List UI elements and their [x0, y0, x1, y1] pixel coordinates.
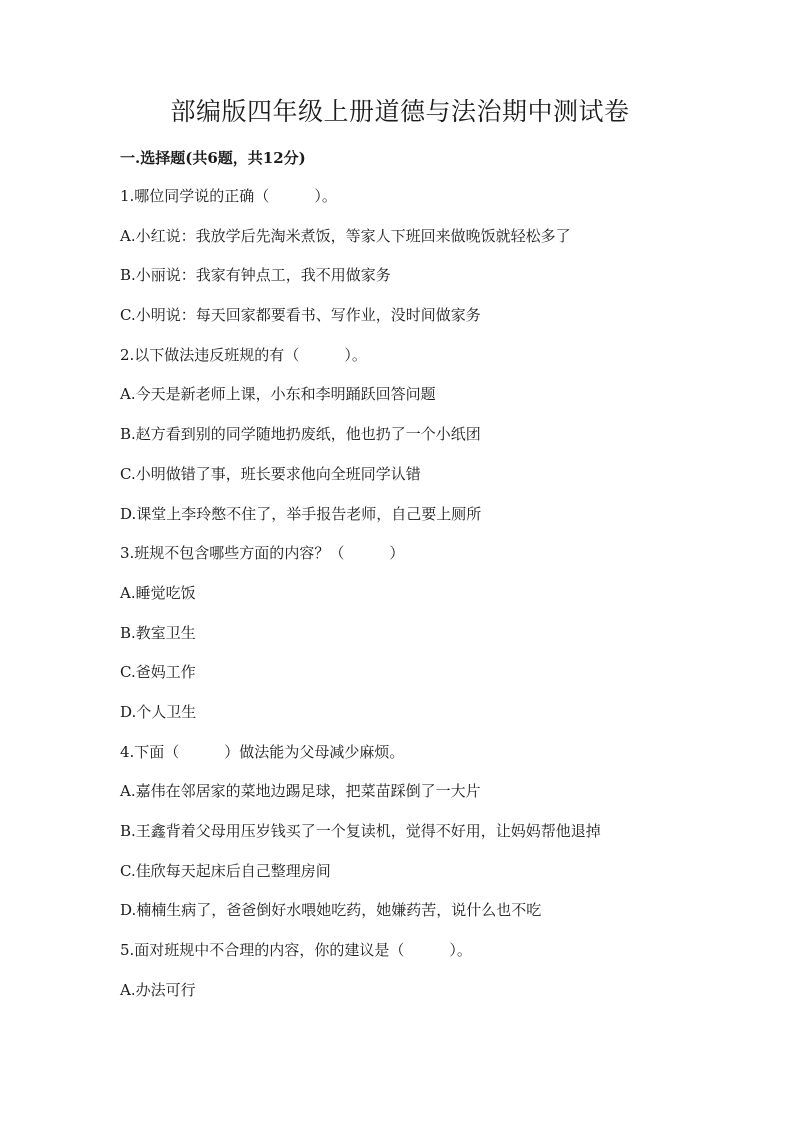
answer-option: A.嘉伟在邻居家的菜地边踢足球，把菜苗踩倒了一大片 — [120, 782, 481, 801]
question-stem: 3.班规不包含哪些方面的内容？（ ） — [120, 544, 405, 563]
answer-option: A.小红说：我放学后先淘米煮饭，等家人下班回来做晚饭就轻松多了 — [120, 226, 571, 245]
answer-option: D.楠楠生病了，爸爸倒好水喂她吃药，她嫌药苦，说什么也不吃 — [120, 901, 542, 920]
answer-option: C.小明做错了事，班长要求他向全班同学认错 — [120, 464, 421, 483]
answer-option: B.教室卫生 — [120, 623, 196, 642]
answer-option: C.小明说：每天回家都要看书、写作业，没时间做家务 — [120, 306, 481, 325]
section-heading: 一.选择题(共6题，共12分) — [120, 149, 306, 167]
answer-option: B.赵方看到别的同学随地扔废纸，他也扔了一个小纸团 — [120, 425, 481, 444]
question-stem: 5.面对班规中不合理的内容，你的建议是（ ）。 — [120, 941, 472, 960]
answer-option: C.爸妈工作 — [120, 663, 196, 682]
answer-option: A.睡觉吃饭 — [120, 583, 196, 602]
answer-option: B.王鑫背着父母用压岁钱买了一个复读机，觉得不好用，让妈妈帮他退掉 — [120, 822, 601, 840]
page-title: 部编版四年级上册道德与法治期中测试卷 — [170, 97, 630, 126]
answer-option: D.个人卫生 — [120, 702, 197, 721]
question-list — [120, 184, 740, 1017]
question-stem: 1.哪位同学说的正确（ ）。 — [120, 187, 337, 205]
question-stem: 2.以下做法违反班规的有（ ）。 — [120, 345, 367, 364]
question-stem: 4.下面（ ）做法能为父母减少麻烦。 — [120, 742, 405, 761]
answer-option: A.今天是新老师上课，小东和李明踊跃回答问题 — [120, 385, 436, 404]
answer-option: B.小丽说：我家有钟点工，我不用做家务 — [120, 266, 391, 285]
answer-option: A.办法可行 — [120, 980, 196, 999]
answer-option: D.课堂上李玲憋不住了，举手报告老师，自己要上厕所 — [120, 504, 482, 523]
answer-option: C.佳欣每天起床后自己整理房间 — [120, 861, 331, 880]
